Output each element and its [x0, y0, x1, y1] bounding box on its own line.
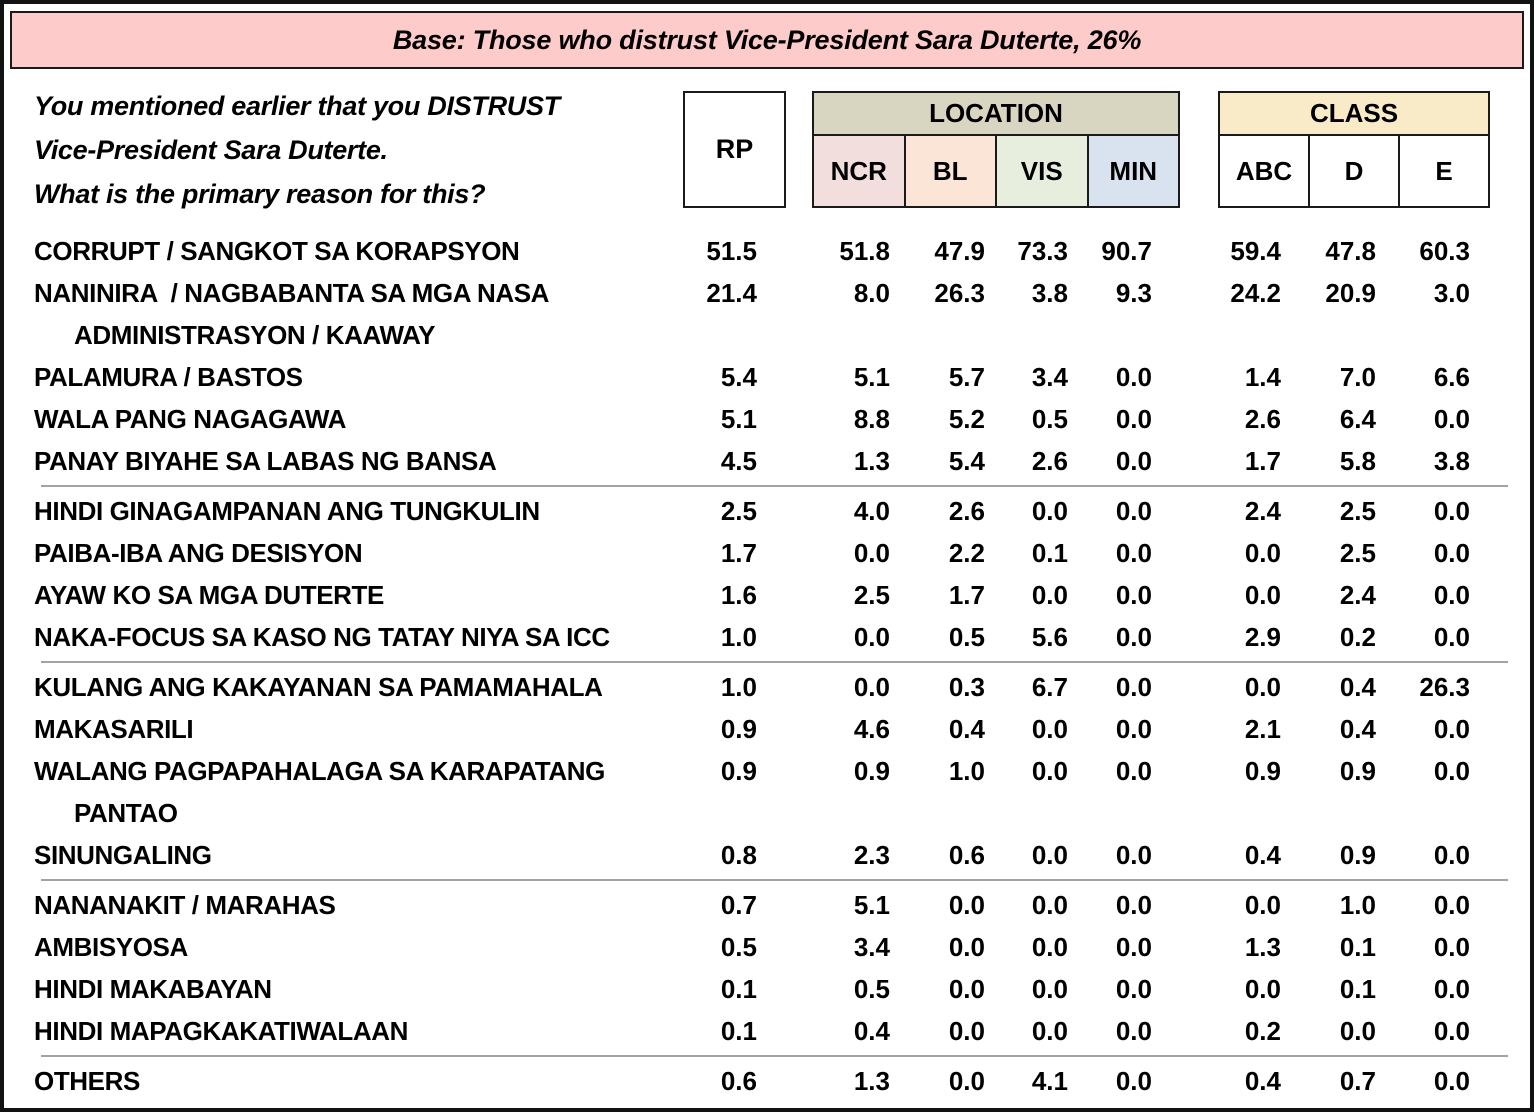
value-ncr: 4.6 [853, 714, 890, 744]
value-abc: 24.2 [1230, 278, 1281, 308]
row-label-continuation: PANTAO [74, 798, 178, 828]
value-e: 26.3 [1419, 672, 1470, 702]
value-min: 0.0 [1115, 932, 1152, 962]
value-vis: 0.0 [1031, 1016, 1068, 1046]
row-label [12, 884, 683, 926]
row-label-line: PALAMURA / BASTOS [34, 362, 303, 392]
table-row [12, 398, 1530, 440]
value-abc: 2.9 [1244, 622, 1281, 652]
value-bl: 0.0 [948, 1066, 985, 1096]
value-bl: 0.5 [948, 622, 985, 652]
value-abc: 0.0 [1244, 890, 1281, 920]
row-label-line: HINDI GINAGAMPANAN ANG TUNGKULIN [34, 496, 540, 526]
value-vis: 0.0 [1031, 496, 1068, 526]
value-bl: 5.7 [948, 362, 985, 392]
row-label-line: WALANG PAGPAPAHALAGA SA KARAPATANG [34, 756, 605, 786]
value-abc: 2.4 [1244, 496, 1281, 526]
row-label-line: HINDI MAPAGKAKATIWALAAN [34, 1016, 409, 1046]
value-vis: 3.8 [1031, 278, 1068, 308]
row-label-line: OTHERS [34, 1066, 140, 1096]
row-label [12, 616, 683, 658]
row-label [12, 490, 683, 532]
table-header [12, 91, 1530, 208]
table-row [12, 616, 1530, 658]
value-bl: 2.2 [948, 538, 985, 568]
value-min: 0.0 [1115, 496, 1152, 526]
value-d: 20.9 [1325, 278, 1376, 308]
value-abc: 0.4 [1244, 1066, 1281, 1096]
value-bl: 1.0 [948, 756, 985, 786]
value-abc: 59.4 [1230, 236, 1281, 266]
value-vis: 0.0 [1031, 714, 1068, 744]
question-line-3: What is the primary reason for this? [34, 178, 486, 209]
location-column-group [812, 91, 1180, 208]
value-d: 0.1 [1339, 974, 1376, 1004]
value-e: 0.0 [1433, 714, 1470, 744]
value-d: 2.5 [1339, 496, 1376, 526]
row-label-line: KULANG ANG KAKAYANAN SA PAMAMAHALA [34, 672, 603, 702]
value-ncr: 51.8 [839, 236, 890, 266]
row-label [12, 666, 683, 708]
value-e: 0.0 [1433, 974, 1470, 1004]
section-divider [41, 485, 1508, 487]
value-rp: 1.7 [720, 538, 757, 568]
row-label-line: PAIBA-IBA ANG DESISYON [34, 538, 363, 568]
row-label-continuation: ADMINISTRASYON / KAAWAY [74, 320, 436, 350]
value-vis: 0.5 [1031, 404, 1068, 434]
row-label-line: NANANAKIT / MARAHAS [34, 890, 336, 920]
value-abc: 0.0 [1244, 538, 1281, 568]
row-label [12, 532, 683, 574]
value-e: 60.3 [1419, 236, 1470, 266]
value-bl: 5.4 [948, 446, 985, 476]
value-bl: 0.3 [948, 672, 985, 702]
row-label [12, 834, 683, 876]
value-bl: 0.0 [948, 974, 985, 1004]
row-label [12, 230, 683, 272]
value-abc: 0.9 [1244, 756, 1281, 786]
value-abc: 0.0 [1244, 580, 1281, 610]
value-rp: 0.9 [720, 756, 757, 786]
value-rp: 1.6 [720, 580, 757, 610]
location-group-header: LOCATION [814, 93, 1178, 136]
value-min: 0.0 [1115, 840, 1152, 870]
value-rp: 0.7 [720, 890, 757, 920]
value-e: 0.0 [1433, 1066, 1470, 1096]
value-vis: 3.4 [1031, 362, 1068, 392]
value-e: 0.0 [1433, 1016, 1470, 1046]
value-e: 6.6 [1433, 362, 1470, 392]
row-label [12, 356, 683, 398]
value-rp: 0.6 [720, 1066, 757, 1096]
location-subheaders [814, 136, 1178, 206]
value-vis: 73.3 [1017, 236, 1068, 266]
value-abc: 0.0 [1244, 672, 1281, 702]
column-header-min: MIN [1089, 136, 1179, 206]
row-label-line: WALA PANG NAGAGAWA [34, 404, 347, 434]
value-ncr: 0.5 [853, 974, 890, 1004]
value-vis: 2.6 [1031, 446, 1068, 476]
value-min: 0.0 [1115, 580, 1152, 610]
value-min: 0.0 [1115, 362, 1152, 392]
value-ncr: 0.0 [853, 622, 890, 652]
value-min: 0.0 [1115, 974, 1152, 1004]
value-e: 0.0 [1433, 840, 1470, 870]
column-header-e: E [1400, 136, 1488, 206]
value-vis: 0.1 [1031, 538, 1068, 568]
value-ncr: 0.4 [853, 1016, 890, 1046]
value-ncr: 0.9 [853, 756, 890, 786]
value-bl: 26.3 [934, 278, 985, 308]
value-vis: 0.0 [1031, 756, 1068, 786]
value-rp: 51.5 [706, 236, 757, 266]
value-min: 0.0 [1115, 890, 1152, 920]
value-min: 0.0 [1115, 1066, 1152, 1096]
row-label [12, 1010, 683, 1052]
row-label-line: NANINIRA / NAGBABANTA SA MGA NASA [34, 278, 550, 308]
value-bl: 0.0 [948, 1016, 985, 1046]
value-d: 6.4 [1339, 404, 1376, 434]
value-bl: 2.6 [948, 496, 985, 526]
value-ncr: 3.4 [853, 932, 890, 962]
value-ncr: 0.0 [853, 538, 890, 568]
table-row [12, 926, 1530, 968]
column-header-vis: VIS [997, 136, 1089, 206]
value-rp: 0.1 [720, 974, 757, 1004]
value-e: 0.0 [1433, 622, 1470, 652]
value-rp: 1.0 [720, 622, 757, 652]
row-label [12, 1060, 683, 1102]
column-header-bl: BL [906, 136, 998, 206]
value-bl: 0.0 [948, 932, 985, 962]
value-min: 9.3 [1115, 278, 1152, 308]
question-text [12, 91, 683, 208]
value-min: 0.0 [1115, 714, 1152, 744]
table-body [12, 230, 1530, 1102]
table-row [12, 230, 1530, 272]
value-rp: 2.5 [720, 496, 757, 526]
value-d: 0.4 [1339, 714, 1376, 744]
value-ncr: 5.1 [853, 362, 890, 392]
question-line-1: You mentioned earlier that you DISTRUST [34, 90, 560, 121]
value-vis: 0.0 [1031, 840, 1068, 870]
value-min: 0.0 [1115, 1016, 1152, 1046]
value-bl: 1.7 [948, 580, 985, 610]
value-ncr: 5.1 [853, 890, 890, 920]
value-e: 0.0 [1433, 404, 1470, 434]
value-vis: 6.7 [1031, 672, 1068, 702]
class-column-group [1218, 91, 1490, 208]
value-rp: 4.5 [720, 446, 757, 476]
value-ncr: 8.8 [853, 404, 890, 434]
table-row [12, 884, 1530, 926]
row-label-line: NAKA-FOCUS SA KASO NG TATAY NIYA SA ICC [34, 622, 610, 652]
class-group-header: CLASS [1220, 93, 1488, 136]
column-header-d: D [1310, 136, 1400, 206]
value-e: 0.0 [1433, 580, 1470, 610]
value-vis: 5.6 [1031, 622, 1068, 652]
row-label [12, 926, 683, 968]
value-min: 0.0 [1115, 446, 1152, 476]
value-min: 0.0 [1115, 622, 1152, 652]
table-row [12, 272, 1530, 356]
value-e: 3.0 [1433, 278, 1470, 308]
value-d: 0.9 [1339, 756, 1376, 786]
value-bl: 5.2 [948, 404, 985, 434]
value-d: 0.4 [1339, 672, 1376, 702]
row-label-line: AMBISYOSA [34, 932, 188, 962]
value-vis: 0.0 [1031, 932, 1068, 962]
table-row [12, 532, 1530, 574]
value-e: 3.8 [1433, 446, 1470, 476]
table-row [12, 440, 1530, 482]
value-ncr: 2.3 [853, 840, 890, 870]
value-d: 0.0 [1339, 1016, 1376, 1046]
table-row [12, 1010, 1530, 1052]
value-bl: 47.9 [934, 236, 985, 266]
value-min: 0.0 [1115, 756, 1152, 786]
value-rp: 5.4 [720, 362, 757, 392]
value-rp: 0.9 [720, 714, 757, 744]
row-label [12, 708, 683, 750]
value-vis: 0.0 [1031, 580, 1068, 610]
value-d: 0.2 [1339, 622, 1376, 652]
row-label-line: MAKASARILI [34, 714, 194, 744]
row-label-line: HINDI MAKABAYAN [34, 974, 272, 1004]
base-banner-text: Base: Those who distrust Vice-President Sara Duterte, 26% [392, 24, 1142, 55]
value-rp: 0.1 [720, 1016, 757, 1046]
table-row [12, 968, 1530, 1010]
value-ncr: 1.3 [853, 446, 890, 476]
value-d: 7.0 [1339, 362, 1376, 392]
row-label [12, 750, 683, 834]
value-ncr: 1.3 [853, 1066, 890, 1096]
table-row [12, 574, 1530, 616]
value-ncr: 4.0 [853, 496, 890, 526]
row-label [12, 440, 683, 482]
table-row [12, 834, 1530, 876]
value-d: 5.8 [1339, 446, 1376, 476]
value-min: 0.0 [1115, 538, 1152, 568]
value-min: 0.0 [1115, 404, 1152, 434]
table-row [12, 356, 1530, 398]
value-ncr: 8.0 [853, 278, 890, 308]
value-d: 0.1 [1339, 932, 1376, 962]
value-vis: 4.1 [1031, 1066, 1068, 1096]
value-abc: 1.7 [1244, 446, 1281, 476]
class-subheaders [1220, 136, 1488, 206]
value-ncr: 2.5 [853, 580, 890, 610]
value-rp: 21.4 [706, 278, 757, 308]
value-abc: 2.1 [1244, 714, 1281, 744]
question-line-2: Vice-President Sara Duterte. [34, 134, 388, 165]
value-e: 0.0 [1433, 932, 1470, 962]
column-header-ncr: NCR [814, 136, 906, 206]
value-bl: 0.4 [948, 714, 985, 744]
value-vis: 0.0 [1031, 890, 1068, 920]
value-e: 0.0 [1433, 756, 1470, 786]
value-d: 1.0 [1339, 890, 1376, 920]
table-row [12, 750, 1530, 834]
column-header-rp: RP [683, 91, 786, 208]
value-rp: 5.1 [720, 404, 757, 434]
value-abc: 0.0 [1244, 974, 1281, 1004]
value-abc: 1.4 [1244, 362, 1281, 392]
value-abc: 1.3 [1244, 932, 1281, 962]
row-label-line: PANAY BIYAHE SA LABAS NG BANSA [34, 446, 497, 476]
row-label-line: CORRUPT / SANGKOT SA KORAPSYON [34, 236, 520, 266]
value-d: 0.9 [1339, 840, 1376, 870]
column-header-abc: ABC [1220, 136, 1310, 206]
table-row [12, 708, 1530, 750]
value-vis: 0.0 [1031, 974, 1068, 1004]
section-divider [41, 661, 1508, 663]
row-label-line: SINUNGALING [34, 840, 212, 870]
section-divider [41, 879, 1508, 881]
value-rp: 0.5 [720, 932, 757, 962]
value-abc: 0.2 [1244, 1016, 1281, 1046]
value-d: 2.4 [1339, 580, 1376, 610]
value-min: 0.0 [1115, 672, 1152, 702]
row-label [12, 272, 683, 356]
value-e: 0.0 [1433, 538, 1470, 568]
value-rp: 1.0 [720, 672, 757, 702]
value-abc: 0.4 [1244, 840, 1281, 870]
row-label-line: AYAW KO SA MGA DUTERTE [34, 580, 384, 610]
value-d: 2.5 [1339, 538, 1376, 568]
value-bl: 0.6 [948, 840, 985, 870]
value-ncr: 0.0 [853, 672, 890, 702]
row-label [12, 968, 683, 1010]
value-e: 0.0 [1433, 890, 1470, 920]
value-abc: 2.6 [1244, 404, 1281, 434]
section-divider [41, 1055, 1508, 1057]
table-row [12, 666, 1530, 708]
base-banner [10, 11, 1524, 69]
row-label [12, 574, 683, 616]
value-rp: 0.8 [720, 840, 757, 870]
value-min: 90.7 [1101, 236, 1152, 266]
value-d: 47.8 [1325, 236, 1376, 266]
value-bl: 0.0 [948, 890, 985, 920]
table-row [12, 1060, 1530, 1102]
value-d: 0.7 [1339, 1066, 1376, 1096]
value-e: 0.0 [1433, 496, 1470, 526]
row-label [12, 398, 683, 440]
table-row [12, 490, 1530, 532]
